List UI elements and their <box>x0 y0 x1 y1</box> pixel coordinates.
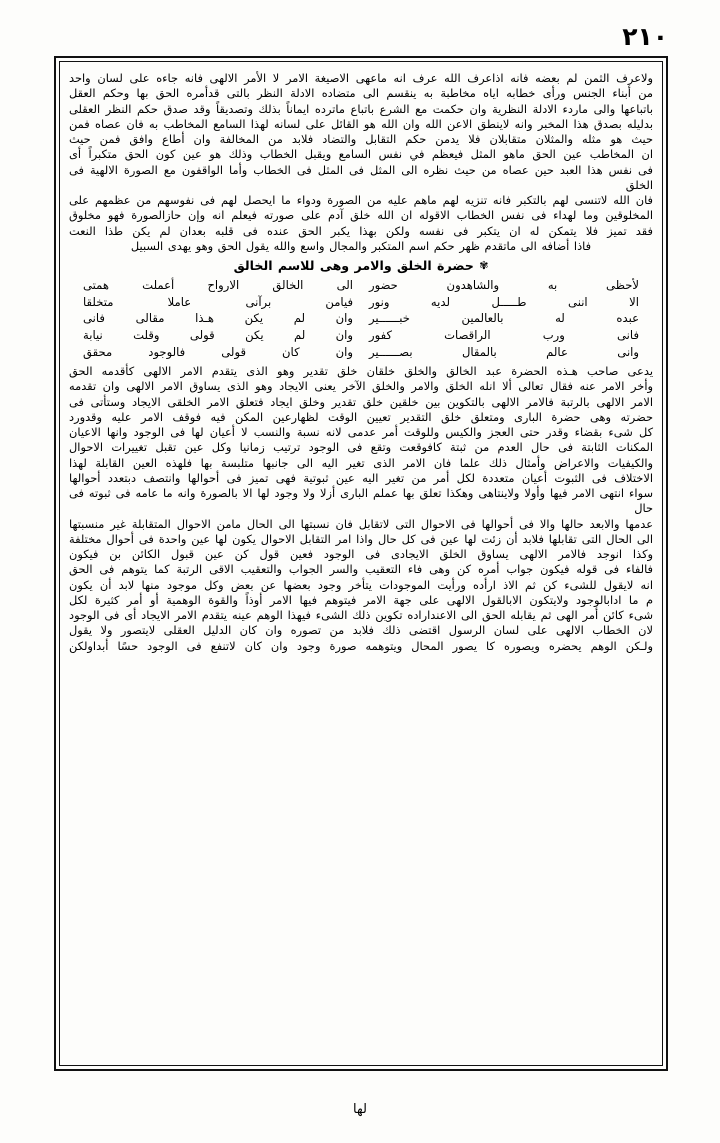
section-heading <box>69 258 653 273</box>
poem-verse <box>69 327 653 344</box>
poem-hemistich-right: وان لم يكن هـذا مقالى فانى <box>83 311 353 326</box>
text-line: عدمها والابعد حالها والا فى أحوالها فى الاحوال التى لاتقابل فان نسبتها الى الحال مامن الاحوال المتقابلة غير منسبتها <box>69 516 653 531</box>
page-border-inner <box>59 61 663 1066</box>
paragraph-two <box>69 364 653 654</box>
text-line: ان المخاطب عين الحق ماهو المثل فيعظم في نفس السامع ويقبل الخطاب وذلك هو عين كون الحق متكبراً أى <box>69 147 653 162</box>
text-line: فان الله لاتنسى لهم بالتكبر فانه تنزيه لهم ماهم عليه من الصورة ودواء ما ايحصل لهم فى نفوسهم من عظمهم على <box>69 193 653 207</box>
text-line: الاختلاف فى الثبوت أعيان متعددة لكل أمر من تغير اليه عين ثبوتية فهى تميز فى أحوالها وانتصف دبتعدد أحوالها <box>69 470 653 485</box>
poem-verse <box>69 277 653 294</box>
text-line: باتباعها والى ماردء الادلة النظرية وان حكمت مع الشرع باتباع ماترده ايماناً بذلك وتصديقاً وقد صدق حكم النظر العقلى <box>69 101 653 116</box>
text-line: وكذا انوجد فالامر الالهى يساوق الخلق الايجادى فى الوجود فعين قول كن عين قبول الكائن بن فيكون <box>69 547 653 562</box>
text-line: والكيفيات والاعراض وأمثال ذلك علما فان الامر الذى تغير اليه الى جانبها متلبسة بها فلهذه العين القابلة لهذا <box>69 455 653 470</box>
poem-hemistich-left: وانى عالم بالمقال بصــــــير <box>369 344 639 359</box>
poem-hemistich-left: عبده له بالعالمين خبــــــير <box>369 311 639 326</box>
text-line: المكنات الثابتة فى حال العدم من ثبتة كافوقعت وتقع فى الوجود ترتيب زمانيا وكل عين تقبل تغييرات الاحوال <box>69 440 653 455</box>
page-border-frame <box>54 56 668 1071</box>
text-line: فاذا أضافه الى ماتقدم ظهر حكم اسم المتكبر والمجال واسع والله يقول الحق وهو يهدى السبيل <box>130 238 592 253</box>
text-line: م ما ادابالوجود ولايتكون الابالقول الالهى على جهة الامر فيتوهم فيها الامر أوذاً والقوة الوهمية أو أمر كثيرة لكل <box>69 592 653 607</box>
poem-verse <box>69 344 653 361</box>
paragraph-one <box>69 71 653 254</box>
text-line: المخلوقين وما لهداء فى نفس الخطاب الاقوله ان الله خلق آدم على صورته فيعلم انه وإن حازالصورة فهو مخلوق <box>69 208 653 223</box>
text-line: يدعى صاحب هـذه الحضرة عبد الخالق والخلق خلقان خلق تقدير وهو الذى يتقدم الامر الالهى كأقدمه الحق <box>69 364 653 379</box>
text-line: لان الخطاب الالهى على لسان الرسول اقتضى ذلك فلابد من تصوره وان كان الدليل العقلى لايتصور ولا يقول <box>69 623 653 638</box>
text-line: ولاعرف الثمن لم بعضه فانه اذاعرف الله عرف انه ماعهى الاصيغة الامر لا الأمر الالهى فانه جاءه على لسان واحد <box>69 71 653 85</box>
poem-block <box>69 277 653 360</box>
text-line: كل شىء بقضاء وقدر حتى العجز والكيس وللوقت أمر عدمى لانه نسبة والنسب لا أعيان لها فى الوجود وانها الاعيان <box>69 425 653 440</box>
page-text-body <box>60 62 662 659</box>
text-line: الى الحال التى تقابلها فلابد أن زئت لها عين فى كل حال واذا امر التقابل الاحوال يكون لها عين واحدة فى أحوال مختلفة <box>69 531 653 546</box>
text-line: حضرته وهى حضرة البارى ومتعلق خلق التقدير تعيين الوقت لظهارعين المكن فيه فوقف الامر عليه وقدورد <box>69 409 653 424</box>
text-line: حيث هو مثله والمثلان متقابلان فلا يدمن حكم التقابل والتضاد فلابد من المخالفة وان أطاع وافق فمن حيث <box>69 132 653 146</box>
text-line: وأخر الامر عنه فقال تعالى ألا انله الخلق والامر والخلق الآخر يعنى الايجاد وهو الذى يساوق الامر الالهى وان تقدمه <box>69 379 653 394</box>
text-line: فى نفس هذا العبد حين عصاه من حيث نظره الى المثل فى المثل فى الخطاب وأما الواقفون مع الصورة الالهية فى الخلق <box>69 162 653 192</box>
text-line: من أبناء الجنس ورأى خطابه اياه مخاطبة به ينقسم الى متضاده الادلة النظر بالتى قدأمره الحق بها وحكم العقل <box>69 86 653 101</box>
text-line: فقد تميز فلا يتمكن له ان يتكبر فى نفسه ولكن بهذا يكبر الحق عنده فى قلبه بعدان لم يكن طذا النعت <box>69 223 653 238</box>
poem-hemistich-right: الى الخالق الارواح أعملت همتى <box>83 278 353 293</box>
poem-hemistich-left: لأحظى به والشاهدون حضور <box>369 278 639 293</box>
text-line: انه لايقول للشىء كن ثم الاذ ارأده ورأيت الموجودات يتأخر وجود بعضها عن بعض وكل موجود منها لابد أن يكون <box>69 577 653 592</box>
poem-hemistich-right: وان لم يكن قولى وقلت نيابة <box>83 328 353 343</box>
text-line: بدليله بصدق هذا المخبر وانه لاينطق الاعن الله وان الله هو القائل على لسانه لهذا السامع المخاطب به فان عصاه فمن <box>69 116 653 131</box>
text-line: ولـكن الوهم يحضره ويصوره كا يصور المحال ويتوهمه صورة وجود وان كان لاتنفع فى الوجود حسًا أبداولكن <box>69 638 653 653</box>
poem-verse <box>69 294 653 311</box>
text-line: سواء انتهى الامر فيها وأولا ولاينتاهى وهكذا تعلق بها عملم البارى أزلا ولا وجود لها الا بالصورة وانه ما عامه فى ثبوته فى حال <box>69 486 653 516</box>
text-line: شىء كائن أمر الهى ثم يقابله الحق الى الاعنداراده تكوين ذلك الشىء فيهذا الوهم عينه يتقدم الامر الايجاد أى فى الوجود <box>69 608 653 623</box>
poem-hemistich-right: وان كان قولى فالوجود محقق <box>83 344 353 359</box>
section-heading-label: حضرة الخلق والامر وهى للاسم الخالق <box>233 258 474 273</box>
poem-hemistich-left: الا اننى طـــــل لديه ونور <box>369 294 639 309</box>
text-line: فالفاء فى قوله فيكون جواب أمره كن وهى فاء التعقيب والسر الجواب والتعقيب الاقى الرتبة كما يتوهم فى الحق <box>69 562 653 577</box>
poem-hemistich-right: فيامن برآنى عاملا متخلقا <box>83 294 353 309</box>
star-icon: ✾ <box>479 259 489 272</box>
poem-hemistich-left: فانى ورب الراقصات كفور <box>369 328 639 343</box>
poem-verse <box>69 310 653 327</box>
catchword: لها <box>353 1102 367 1117</box>
text-line: الامر الالهى بالرتبة فالامر الالهى بالتكوين بين خلقين خلق تقدير وخلق ايجاد فتعلق الامر الخلقى الايجاد وستأتى فى <box>69 394 653 409</box>
page-number: ٢١٠ <box>622 22 668 51</box>
